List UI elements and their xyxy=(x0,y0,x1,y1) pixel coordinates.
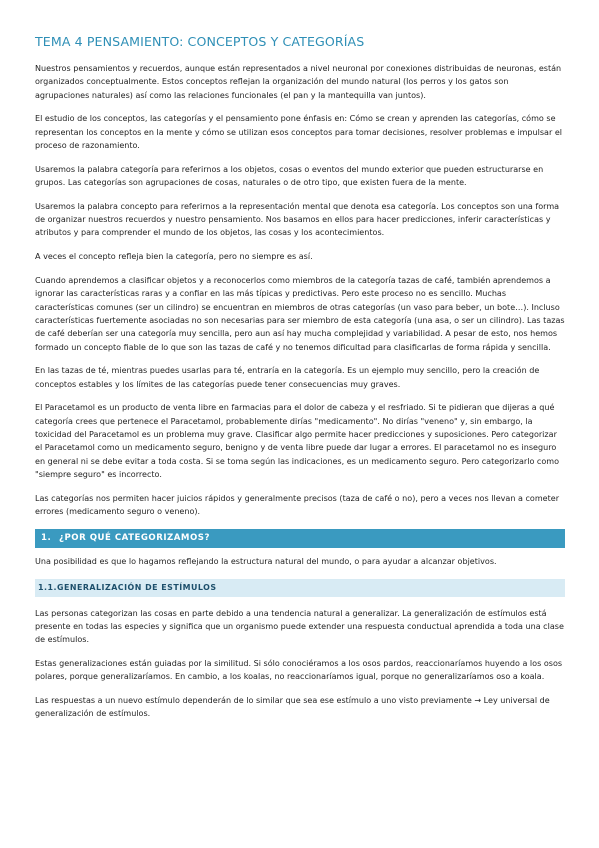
right-arrow-icon: → xyxy=(474,696,482,706)
paragraph: El Paracetamol es un producto de venta libre en farmacias para el dolor de cabeza y el resfriado. Si te pidieran que dijeras a qué categoría crees que pertenece el Paracetamol, probablemente dirías "medicamento". No dirías "veneno" y, sin embargo, la toxicidad del Paracetamol es un problema muy grave. Clasificar algo permite hacer predicciones y suposiciones. Pero categorizar el Paracetamol como un medicamento seguro, benigno y de venta libre puede dar lugar a errores. El paracetamol no es inseguro en general ni se debe evitar a toda costa. Si se toma según las indicaciones, es un medicamento seguro. Pero categorizarlo como "siempre seguro" es incorrecto. xyxy=(35,403,560,479)
law-lead-text: Las respuestas a un nuevo estímulo dependerán de lo similar que sea ese estímulo a uno visto previamente xyxy=(35,696,475,706)
paragraph: A veces el concepto refleja bien la categoría, pero no siempre es así. xyxy=(35,252,313,262)
paragraph: Las categorías nos permiten hacer juicios rápidos y generalmente precisos (taza de café o no), pero a veces nos llevan a cometer errores (medicamento seguro o veneno). xyxy=(35,493,560,517)
paragraph: En las tazas de té, mientras puedes usarlas para té, entraría en la categoría. Es un ejemplo muy sencillo, pero la creación de conceptos estables y los límites de las categorías puede tener consecuencias muy graves. xyxy=(35,366,540,389)
paragraph: Usaremos la palabra categoría para referirnos a los objetos, cosas o eventos del mundo exterior que pueden estructurarse en grupos. Las categorías son agrupaciones de cosas, naturales o de otro tipo, que existen fuera de la mente. xyxy=(35,164,544,188)
section-number: 1. xyxy=(41,532,52,543)
paragraph: Nuestros pensamientos y recuerdos, aunque están representados a nivel neuronal por conexiones distribuidas de neuronas, están organizados conceptualmente. Estos conceptos reflejan la organización del mundo natural (los perros y los gatos son agrupaciones naturales) así como las relaciones funcionales (el pan y la mantequilla van juntos). xyxy=(35,64,562,100)
paragraph: El estudio de los conceptos, las categorías y el pensamiento pone énfasis en: Cómo se crean y aprenden las categorías, cómo se representan los conceptos en la mente y cómo se utilizan esos conceptos para tomar decisiones, resolver problemas e impulsar el proceso de razonamiento. xyxy=(35,114,563,150)
paragraph: Una posibilidad es que lo hagamos reflejando la estructura natural del mundo, o para ayudar a alcanzar objetivos. xyxy=(35,556,497,566)
subsection-heading-1-1: 1.1.GENERALIZACIÓN DE ESTÍMULOS xyxy=(35,579,565,597)
section-heading-1 xyxy=(35,529,565,548)
law-name: Ley universal de generalización de estímulos. xyxy=(35,696,550,719)
section-heading-text: ¿POR QUÉ CATEGORIZAMOS? xyxy=(59,532,210,543)
paragraph: Cuando aprendemos a clasificar objetos y a reconocerlos como miembros de la categoría tazas de café, también aprendemos a ignorar las características raras y a confiar en las más típicas y predictivas. Pero este proceso no es sencillo. Muchas características comunes (ser un cilindro) se encuentran en miembros de otras categorías (un vaso para beber, un bote…). Incluso características fuertemente asociadas no son necesarias para ser miembro de esta categoría (una asa, o ser un cilindro). Las tazas de café deberían ser una categoría muy sencilla, pero aun así hay mucha complejidad y variabilidad. A pesar de esto, nos hemos formado un concepto fiable de lo que son las tazas de café y no tenemos dificultad para clasificarlas de forma rápida y sencilla. xyxy=(35,276,565,352)
paragraph: Las personas categorizan las cosas en parte debido a una tendencia natural a generalizar. La generalización de estímulos está presente en todas las especies y significa que un organismo puede extender una respuesta conductual aprendida a toda una clase de estímulos. xyxy=(35,608,564,645)
paragraph: Estas generalizaciones están guiadas por la similitud. Si sólo conociéramos a los osos pardos, reaccionaríamos huyendo a los osos polares, porque generalizaríamos. En cambio, a los koalas, no reaccionaríamos igual, porque no generalizaríamos oso a koala. xyxy=(35,659,563,682)
paragraph-law xyxy=(35,694,565,721)
paragraph: Usaremos la palabra concepto para referirnos a la representación mental que denota esa categoría. Los conceptos son una forma de organizar nuestros recuerdos y nuestro pensamiento. Nos basamos en ellos para hacer predicciones, inferir características y atributos y para comprender el mundo de los objetos, las cosas y los acontecimientos. xyxy=(35,201,560,238)
page-title: TEMA 4 PENSAMIENTO: CONCEPTOS Y CATEGORÍAS xyxy=(35,34,365,49)
